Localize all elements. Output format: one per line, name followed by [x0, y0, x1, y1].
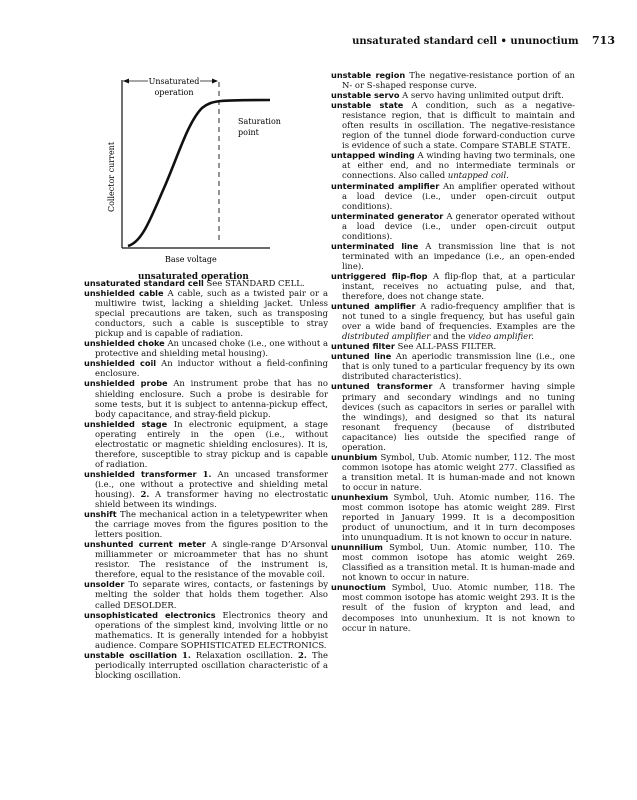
definition: An aperiodic transmission line (i.e., one that is only tuned to a particular frequency by its own distributed characteristics). [342, 351, 575, 382]
headword: untuned amplifier [331, 301, 416, 312]
figure-caption: unsaturated operation [138, 272, 249, 282]
entry [331, 381, 575, 451]
entry [331, 492, 575, 542]
y-axis-label: Collector current [107, 141, 116, 212]
headword: ununhexium [331, 491, 389, 502]
definition: A transformer having simple primary and secondary windings and no tuning devices (such as capacitors in series or parallel with the windings), and designed so that its natural resonant frequency (because of distributed capacitance) lies outside the specified range of operation. [342, 381, 575, 452]
definition: A servo having unlimited output drift. [402, 90, 564, 101]
headword: unshunted current meter [84, 539, 206, 550]
entry [331, 211, 575, 241]
headword: ununbium [331, 451, 378, 462]
headword: untapped winding [331, 150, 415, 161]
entry [331, 241, 575, 271]
definition: An instrument probe that has no shielding enclosure. Such a probe is desirable for some tests, but it is subject to antenna-pickup effect, body capacitance, and stray-field pickup. [95, 378, 329, 419]
definition: An inductor without a field-confining enclosure. [95, 358, 328, 379]
headword: unsolder [84, 579, 125, 590]
headword: unterminated generator [331, 210, 444, 221]
definition: Symbol, Uun. Atomic number, 110. The most common isotope has atomic weight 269. Classified as a transition metal. It is human-made and not known to occur in nature. [342, 542, 575, 583]
headword: unstable state [331, 100, 404, 111]
sense-number: 2. [140, 488, 150, 499]
entry [84, 469, 328, 509]
headword: unterminated amplifier [331, 180, 440, 191]
headword: untuned filter [331, 341, 395, 352]
label-saturation-2: point [238, 128, 259, 137]
entry [331, 100, 575, 150]
italic-term: distributed amplifier [342, 331, 431, 342]
entry [331, 452, 575, 492]
definition: A cable, such as a twisted pair or a multiwire twist, lacking a shielding jacket. Unless special precautions are taken, such as transposing conductors, such a cable is susceptible to stray pickup and is capable of radiation. [95, 288, 328, 339]
definition: See ALL-PASS FILTER. [397, 341, 497, 352]
sense-number: 2. [298, 649, 307, 660]
headword: unsophisticated electronics [84, 609, 216, 620]
left-column [84, 278, 328, 680]
entry [84, 288, 328, 338]
headword: unsaturated standard cell [84, 278, 204, 288]
x-axis-label: Base voltage [165, 255, 217, 264]
definition: and the [433, 331, 466, 342]
entry [84, 278, 328, 288]
definition: A transformer having no electrostatic shield between its windings. [95, 488, 329, 510]
definition: A winding having two terminals, one at either end, and no intermediate terminals or connections. Also called [342, 150, 576, 181]
entry [331, 90, 575, 100]
entry [84, 509, 328, 539]
definition: Relaxation oscillation. [195, 649, 293, 660]
unsaturated-operation-figure [70, 70, 320, 285]
entry [331, 301, 575, 341]
headword: untuned line [331, 351, 392, 362]
entry [84, 419, 328, 469]
sense-number: 1. [202, 468, 212, 479]
italic-term: untapped coil. [447, 170, 509, 181]
entry [331, 341, 575, 351]
headword: unshift [84, 509, 117, 520]
headword: unterminated line [331, 240, 419, 251]
entry [84, 650, 328, 680]
headword: unstable oscillation [84, 649, 177, 660]
entry [84, 338, 328, 358]
definition: Electronics theory and operations of the simplest kind, involving little or no mathematics. It is generally intended for a hobbyist audience. Compare SOPHISTICATED ELECTRONICS. [95, 609, 328, 650]
headword: unshielded probe [84, 378, 168, 389]
headword: unshielded coil [84, 358, 157, 369]
definition: See STANDARD CELL. [206, 278, 305, 288]
label-unsaturated-2: operation [154, 88, 194, 97]
headword: ununnilium [331, 542, 383, 553]
entry [331, 542, 575, 582]
definition: Symbol, Uuo. Atomic number, 118. The most common isotope has atomic weight 293. It is the result of the fusion of krypton and lead, and decomposes into ununhexium. It is not known to occur in nature. [342, 582, 575, 633]
headword: unstable servo [331, 90, 400, 101]
label-unsaturated-1: Unsaturated [148, 77, 200, 86]
right-column [331, 70, 575, 633]
definition: A transmission line that is not terminated with an impedance (i.e., an open-ended line). [342, 240, 575, 271]
running-header [352, 34, 615, 47]
headword: unshielded choke [84, 338, 165, 349]
sense-number: 1. [181, 649, 191, 660]
entry [331, 582, 575, 632]
definition: An uncased choke (i.e., one without a protective and shielding metal housing). [95, 338, 328, 359]
running-head: unsaturated standard cell • ununoctium [352, 36, 579, 47]
definition: To separate wires, contacts, or fastenings by melting the solder that holds them together. Also called DESOLDER. [95, 579, 329, 610]
entry [331, 351, 575, 381]
label-saturation-1: Saturation [238, 117, 281, 126]
definition: A generator operated without a load device (i.e., under open-circuit output conditions). [342, 210, 576, 241]
headword: ununoctium [331, 582, 386, 593]
entry [331, 271, 575, 301]
figure-graph [70, 70, 320, 285]
entry [84, 579, 328, 609]
definition: A radio-frequency amplifier that is not tuned to a single frequency, but has useful gain over a wide band of frequencies. Examples are the [342, 301, 576, 332]
definition: Symbol, Uub. Atomic number, 112. The most common isotope has atomic weight 277. Classified as a transition metal. It is human-made and not known to occur in nature. [342, 451, 575, 492]
headword: unshielded cable [84, 288, 164, 299]
definition: Symbol, Uuh. Atomic number, 116. The most common isotope has atomic weight 289. First reported in January 1999. It is a decomposition product of ununoctium, and it in turn decomposes into ununquadium. It is not known to occur in nature. [342, 491, 575, 543]
definition: The negative-resistance portion of an N- or S-shaped response curve. [342, 70, 575, 91]
italic-term: video amplifier. [468, 331, 534, 342]
definition: In electronic equipment, a stage operating entirely in the open (i.e., without electrostatic or magnetic shielding enclosures). It is, therefore, susceptible to stray pickup and is capable of radiation. [95, 418, 328, 469]
headword: unshielded transformer [84, 468, 197, 479]
entry [84, 358, 328, 378]
entry [331, 150, 575, 180]
definition: An amplifier operated without a load device (i.e., under open-circuit output conditions). [342, 180, 575, 211]
entry [331, 70, 575, 90]
entry [84, 539, 328, 579]
definition: The periodically interrupted oscillation characteristic of a blocking oscillation. [95, 649, 328, 680]
definition: A single-range D’Arsonval milliammeter or microammeter that has no shunt resistor. The resistance of the instrument is, therefore, equal to the resistance of the movable coil. [95, 539, 329, 580]
page-number: 713 [592, 34, 615, 47]
definition: The mechanical action in a teletypewriter when the carriage moves from the figures position to the letters position. [95, 509, 328, 540]
headword: untuned transformer [331, 381, 433, 392]
arrow-right-icon [212, 79, 218, 84]
entry [84, 378, 328, 418]
headword: unshielded stage [84, 418, 168, 429]
entry [331, 181, 575, 211]
arrow-left-icon [123, 79, 129, 84]
definition: A flip-flop that, at a particular instant, receives no actuating pulse, and that, therefore, does not change state. [342, 270, 575, 302]
definition: A condition, such as a negative-resistance region, that is difficult to maintain and often results in oscillation. The negative-resistance region of the tunnel diode forward-conduction curve is evidence of such a state. Compare STABLE STATE. [342, 100, 575, 151]
definition: An uncased transformer (i.e., one without a protective and shielding metal housing). [95, 468, 328, 499]
headword: untriggered flip-flop [331, 270, 428, 281]
headword: unstable region [331, 70, 406, 80]
entry [84, 610, 328, 650]
